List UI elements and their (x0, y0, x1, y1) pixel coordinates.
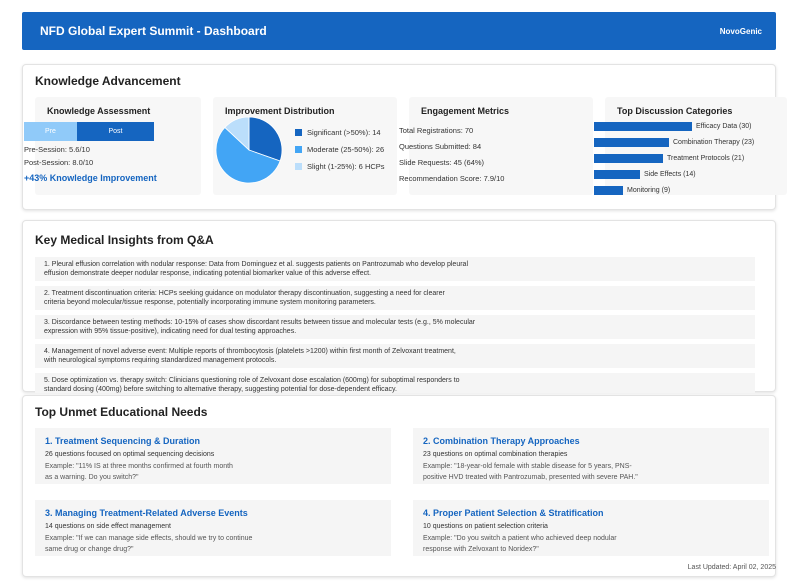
insight-item (35, 373, 755, 393)
need-count: 14 questions on side effect management (45, 523, 171, 530)
insight-item (35, 257, 755, 281)
legend-swatch (295, 163, 302, 170)
legend-swatch (295, 129, 302, 136)
pre-session-score: Pre-Session: 5.6/10 (24, 145, 90, 154)
medical-insights-card (22, 220, 776, 392)
section-title: Knowledge Advancement (35, 74, 181, 88)
last-updated: Last Updated: April 02, 2025 (687, 564, 776, 571)
legend-significant (295, 128, 381, 137)
insight-text: 2. Treatment discontinuation criteria: HCPs seeking guidance on modulator therapy discontinuation, suggesting a need for clearer (44, 290, 445, 297)
category-bar (594, 122, 692, 131)
category-label: Efficacy Data (30) (696, 123, 752, 130)
insight-text: 4. Management of novel adverse event: Multiple reports of thrombocytosis (platelets >1200) within first month of Zelvoxant treatment, (44, 348, 456, 355)
metric-questions: Questions Submitted: 84 (399, 142, 482, 151)
category-bar (594, 186, 623, 195)
pre-post-bar (24, 122, 154, 141)
insight-text: expression with 95% tissue-positive), indicating need for dual testing approaches. (44, 328, 297, 335)
category-label: Treatment Protocols (21) (667, 155, 745, 162)
need-count: 10 questions on patient selection criteria (423, 523, 548, 530)
need-example: Example: "18-year-old female with stable disease for 5 years, PNS- positive HVD treated with Pantrozumab, presented with severe PAH." (423, 463, 638, 481)
need-example: Example: "Do you switch a patient who achieved deep nodular response with Zelvoxant to Noridex?" (423, 535, 617, 553)
insight-text: with neurological symptoms requiring standardized management protocols. (44, 357, 277, 364)
insight-text: 1. Pleural effusion correlation with nodular response: Data from Dominguez et al. suggests patients on Pantrozumab who develop pleural (44, 261, 469, 268)
page-title: NFD Global Expert Summit - Dashboard (40, 24, 267, 38)
need-count: 26 questions focused on optimal sequencing decisions (45, 451, 215, 458)
need-item (35, 428, 391, 484)
category-bar (594, 170, 640, 179)
post-segment: Post (77, 122, 154, 141)
panel-title: Top Discussion Categories (617, 106, 733, 116)
metric-registrations: Total Registrations: 70 (399, 126, 474, 135)
need-example: Example: "If we can manage side effects, should we try to continue same drug or change drug?" (45, 535, 253, 553)
legend-label: Moderate (25-50%): 26 (307, 145, 385, 154)
improvement-pie-chart (215, 116, 283, 184)
panel-title: Engagement Metrics (421, 106, 510, 116)
brand-logo: NovoGenic (719, 26, 762, 36)
unmet-needs-card (22, 395, 776, 577)
need-title: 3. Managing Treatment-Related Adverse Events (45, 508, 248, 518)
category-bar (594, 138, 669, 147)
section-title: Key Medical Insights from Q&A (35, 233, 214, 247)
section-title: Top Unmet Educational Needs (35, 405, 208, 419)
category-label: Combination Therapy (23) (673, 139, 755, 146)
legend-label: Significant (>50%): 14 (307, 128, 381, 137)
post-session-score: Post-Session: 8.0/10 (24, 158, 94, 167)
insight-text: criteria beyond molecular/tissue response, potentially incorporating immune system monitoring parameters. (44, 299, 376, 306)
insight-item (35, 344, 755, 368)
pre-segment: Pre (24, 122, 77, 141)
insight-text: effusion demonstrate deeper nodular response, indicating potential biomarker value of this adverse effect. (44, 270, 371, 277)
need-item (413, 428, 769, 484)
legend-swatch (295, 146, 302, 153)
need-title: 4. Proper Patient Selection & Stratification (423, 508, 604, 518)
need-title: 2. Combination Therapy Approaches (423, 436, 580, 446)
panel-title: Improvement Distribution (225, 106, 335, 116)
panel-title: Knowledge Assessment (47, 106, 151, 116)
need-example: Example: "11% IS at three months confirmed at fourth month as a warning. Do you switch?" (45, 463, 233, 481)
category-label: Monitoring (9) (627, 187, 671, 194)
category-label: Side Effects (14) (644, 171, 696, 178)
insight-text: standard dosing (400mg) before switching to alternative therapy, suggesting potential for dose-dependent efficacy. (44, 386, 397, 393)
knowledge-improvement: +43% Knowledge Improvement (24, 173, 157, 183)
metric-recommendation: Recommendation Score: 7.9/10 (399, 174, 505, 183)
insight-text: 5. Dose optimization vs. therapy switch: Clinicians questioning role of Zelvoxant dose escalation (600mg) for suboptimal responders to (44, 377, 460, 384)
need-count: 23 questions on optimal combination therapies (423, 451, 568, 458)
category-bar (594, 154, 663, 163)
dashboard-header (22, 12, 776, 50)
need-item (413, 500, 769, 556)
insight-item (35, 286, 755, 310)
legend-slight (295, 162, 385, 171)
need-item (35, 500, 391, 556)
metric-slide-requests: Slide Requests: 45 (64%) (399, 158, 485, 167)
insight-text: 3. Discordance between testing methods: 10-15% of cases show discordant results between tissue and molecular tests (e.g., 5% molecular (44, 319, 476, 326)
need-title: 1. Treatment Sequencing & Duration (45, 436, 201, 446)
legend-moderate (295, 145, 384, 154)
insight-item (35, 315, 755, 339)
legend-label: Slight (1-25%): 6 HCPs (307, 162, 385, 171)
